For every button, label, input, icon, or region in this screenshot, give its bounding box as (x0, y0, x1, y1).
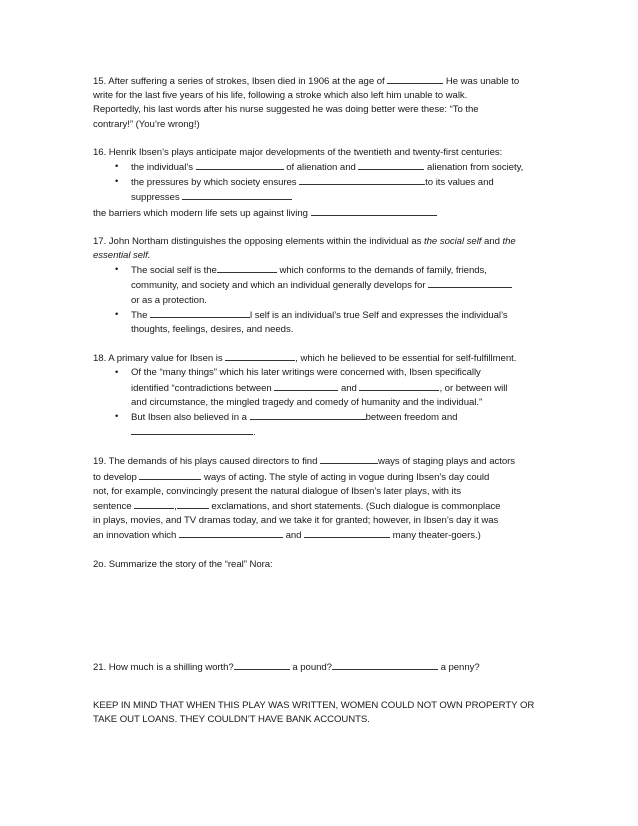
q16-b1-text-c: alienation from society, (424, 162, 524, 174)
q16-last-text: the barriers which modern life sets up against living (93, 207, 308, 219)
q16-b2-text-c: suppresses (131, 192, 180, 204)
q17-blank-1[interactable] (217, 263, 277, 273)
q15-blank-age[interactable] (387, 74, 443, 84)
q18-blank-2[interactable] (274, 381, 338, 391)
q17-bullet-1 (93, 263, 548, 308)
worksheet-page (93, 74, 548, 728)
q17-b2-text-b: l self is an individual’s true Self and expresses the individual’s (250, 309, 508, 321)
q18-intro-a: 18. A primary value for Ibsen is (93, 353, 223, 365)
q21-blank-pound[interactable] (332, 660, 438, 670)
spacer (93, 132, 548, 146)
q17-blank-2[interactable] (428, 278, 512, 288)
q19-text-6c: many theater-goers.) (390, 530, 481, 542)
q19-line-6 (93, 528, 548, 543)
question-20 (93, 558, 548, 660)
q18-bullet-1 (93, 366, 548, 410)
q19-blank-3[interactable] (134, 499, 174, 509)
q19-blank-6[interactable] (304, 528, 390, 538)
q19-blank-5[interactable] (179, 528, 283, 538)
q18-b1-text-e: and circumstance, the mingled tragedy and comedy of humanity and the individual.” (131, 396, 483, 408)
q16-blank-3[interactable] (299, 175, 425, 185)
q17-intro-a: 17. John Northam distinguishes the opposing elements within the individual as (93, 235, 425, 247)
note-line-1: KEEP IN MIND THAT WHEN THIS PLAY WAS WRITTEN, WOMEN COULD NOT OWN PROPERTY OR (93, 700, 535, 712)
question-21 (93, 660, 548, 675)
spacer (93, 337, 548, 351)
q16-b2-text-a: the pressures by which society ensures (131, 177, 297, 189)
q18-b2-text-b: between freedom and (365, 412, 458, 424)
q18-bullet-list (93, 366, 548, 440)
q21-text-b: a pound? (289, 661, 332, 673)
spacer (93, 675, 548, 699)
q17-b1-text-a: The social self is the (131, 265, 217, 277)
q19-blank-1[interactable] (320, 454, 378, 464)
q21-text-a: 21. How much is a shilling worth? (93, 661, 234, 673)
q16-bullet-1 (93, 160, 548, 175)
q15-line-3: Reportedly, his last words after his nurse suggested he was doing better were these: “To the (93, 104, 479, 116)
q18-blank-1[interactable] (225, 351, 295, 361)
question-15 (93, 74, 548, 132)
q20-answer-area[interactable] (93, 572, 548, 660)
q16-b2-text-b: to its values and (425, 177, 494, 189)
q16-b1-text-b: of alienation and (283, 162, 356, 174)
q19-text-4a: sentence (93, 501, 132, 513)
q18-b1-text-a: Of the “many things” which his later writings were concerned with, Ibsen specifically (131, 367, 481, 379)
q17-b2-text-c: thoughts, feelings, desires, and needs. (131, 324, 294, 336)
q17-b1-text-c: community, and society and which an individual generally develops for (131, 280, 426, 292)
q21-line (93, 660, 548, 675)
q19-blank-4[interactable] (177, 499, 209, 509)
q18-b1-text-d: , or between will (439, 382, 508, 394)
q18-blank-3[interactable] (359, 381, 439, 391)
q19-line-1 (93, 454, 548, 469)
bullet-icon: • (115, 176, 119, 188)
q20-prompt: 2o. Summarize the story of the “real” Nora: (93, 558, 273, 570)
question-18 (93, 351, 548, 440)
q16-blank-4[interactable] (182, 190, 292, 200)
q15-line-2: write for the last five years of his life, following a stroke which also left him unable to walk. (93, 90, 468, 102)
q21-text-c: a penny? (437, 661, 480, 673)
q18-blank-5[interactable] (131, 425, 253, 435)
bullet-icon: • (115, 308, 119, 320)
q19-text-6a: an innovation which (93, 530, 177, 542)
question-17 (93, 235, 548, 337)
spacer (93, 221, 548, 235)
q19-text-4b: , (174, 501, 177, 513)
reminder-note (93, 699, 548, 727)
q17-b1-text-b: which conforms to the demands of family, friends, (276, 265, 487, 277)
q15-text-1: 15. After suffering a series of strokes, Ibsen died in 1906 at the age of (93, 76, 385, 87)
q16-last-line (93, 206, 548, 221)
q17-intro-e: essential self. (93, 250, 151, 262)
q18-bullet-2 (93, 410, 548, 440)
q18-intro-b: , which he believed to be essential for self-fulfillment. (295, 353, 517, 365)
q16-bullet-list (93, 160, 548, 206)
q15-text-1b: He was unable to (443, 76, 520, 87)
q17-blank-3[interactable] (150, 308, 250, 318)
question-19 (93, 454, 548, 543)
q19-line-4 (93, 499, 548, 514)
spacer (93, 440, 548, 454)
q21-blank-shilling[interactable] (234, 660, 290, 670)
q17-intro-line-2 (93, 249, 548, 263)
bullet-icon: • (115, 161, 119, 173)
q16-blank-5[interactable] (311, 206, 437, 216)
q18-b2-text-c: . (253, 427, 256, 439)
q17-intro (93, 235, 548, 249)
q18-blank-4[interactable] (250, 410, 366, 420)
q19-line-2 (93, 470, 548, 485)
q15-line-4: contrary!” (You’re wrong!) (93, 118, 200, 130)
bullet-icon: • (115, 264, 119, 276)
question-16 (93, 146, 548, 221)
spacer (93, 544, 548, 558)
bullet-icon: • (115, 411, 119, 423)
q17-intro-b: the social self (424, 235, 482, 247)
q17-intro-c: and (481, 235, 503, 247)
q18-intro (93, 351, 548, 366)
q18-b2-text-a: But Ibsen also believed in a (131, 412, 247, 424)
note-line-2: TAKE OUT LOANS. THEY COULDN’T HAVE BANK ACCOUNTS. (93, 714, 370, 726)
q18-b1-text-b: identified “contradictions between (131, 382, 272, 394)
q16-b1-text-a: the individual’s (131, 162, 193, 174)
q16-intro: 16. Henrik Ibsen’s plays anticipate major developments of the twentieth and twenty-first centuries: (93, 146, 503, 158)
q19-line-3: not, for example, convincingly present the natural dialogue of Ibsen’s later plays, with its (93, 485, 461, 497)
q19-text-2a: to develop (93, 471, 137, 483)
q17-b2-text-a: The (131, 309, 148, 321)
q19-text-4c: exclamations, and short statements. (Such dialogue is commonplace (208, 501, 501, 513)
q17-intro-d: the (502, 235, 516, 247)
q17-b1-text-d: or as a protection. (131, 294, 207, 306)
q19-text-1a: 19. The demands of his plays caused directors to find (93, 456, 318, 468)
q16-blank-1[interactable] (196, 160, 284, 170)
bullet-icon: • (115, 367, 119, 379)
q15-line-1 (93, 74, 548, 89)
q17-bullet-2 (93, 308, 548, 337)
q16-bullet-2 (93, 175, 548, 205)
q19-blank-2[interactable] (139, 470, 201, 480)
q19-text-2b: ways of acting. The style of acting in vogue during Ibsen’s day could (201, 471, 490, 483)
q17-bullet-list (93, 263, 548, 337)
q19-line-5: in plays, movies, and TV dramas today, and we take it for granted; however, in Ibsen’s day it was (93, 515, 499, 527)
q19-text-6b: and (282, 530, 302, 542)
q19-text-1b: ways of staging plays and actors (377, 456, 516, 468)
q16-blank-2[interactable] (358, 160, 424, 170)
q18-b1-text-c: and (338, 382, 357, 394)
